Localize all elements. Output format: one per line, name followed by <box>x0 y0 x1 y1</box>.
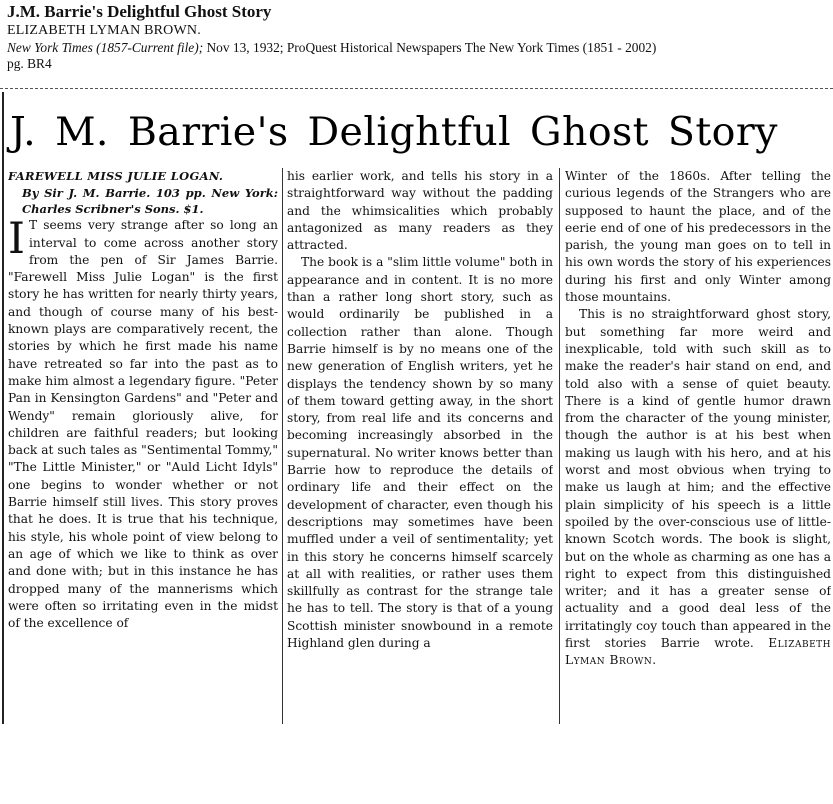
paragraph-text: T seems very strange after so long an interval to come across another story from the pen of Sir James Barrie. "Farewell Miss Julie Logan" is the first story he has written for nearly thirty years, and though of course many of his best-known plays are comparatively recent, the stories by which he first made his name have retreated so far into the past as to make him almost a legendary figure. "Peter Pan in Kensington Gardens" and "Peter and Wendy" remain gloriously alive, for children are faithful readers; but looking back at such tales as "Sentimental Tommy," "The Little Minister," or "Auld Licht Idyls" one begins to wonder whether or not Barrie himself still lives. This story proves that he does. It is true that his technique, his style, his whole point of view belong to an age of which we like to think as over and done with; but in this instance he has dropped many of the mannerisms which were often so irritating even in the midst of the excellence of <box>8 218 278 631</box>
source-line <box>7 39 831 56</box>
publication-name: New York Times (1857-Current file); <box>7 40 204 55</box>
column-rule <box>282 168 283 724</box>
paragraph-text: This is no straightforward ghost story, but something far more weird and inexplicable, told with such skill as to make the reader's hair stand on end, and told also with a sense of quiet beauty. There is a kind of gentle humor drawn from the character of the young minister, though the author is at his best when making us laugh with his hero, and at his worst and most obvious when trying to make us laugh at him; and the effective plain simplicity of his speech is a little spoiled by the over-conscious use of little-known Scotch words. The book is slight, but on the whole as charming as one has a right to expect from this distinguished writer; and it has a greater sense of actuality and a good deal less of the irritatingly coy touch than appeared in the first stories Barrie wrote. <box>565 307 831 651</box>
column-rule <box>559 168 560 724</box>
article-paragraph <box>565 306 831 669</box>
article-column-2 <box>287 168 553 724</box>
newspaper-clipping <box>2 92 833 724</box>
book-title: FAREWELL MISS JULIE LOGAN. <box>8 169 224 183</box>
page-reference: pg. BR4 <box>7 56 52 71</box>
article-headline: J. M. Barrie's Delightful Ghost Story <box>10 109 778 155</box>
article-paragraph: The book is a "slim little volume" both in appearance and in content. It is no more than a rather long short story, such as would ordinarily be published in a collection rather than alone. Though Barrie himself is by no means one of the new generation of English writers, yet he displays the tendency shown by so many of them toward getting away, in the short story, from real life and its concerns and becoming increasingly absorbed in the supernatural. No writer knows better than Barrie how to reproduce the details of ordinary life and their effect on the development of character, even though his descriptions may sometimes have been muffled under a veil of sentimentality; yet in this story he concerns himself scarcely at all with realities, or rather uses them skillfully as contrast for the strange tale he has to tell. The story is that of a young Scottish minister snowbound in a remote Highland glen during a <box>287 255 553 651</box>
article-paragraph: Winter of the 1860s. After telling the curious legends of the Strangers who are supposed to haunt the place, and of the eerie end of one of his predecessors in the parish, the young man goes on to tell in his own words the story of his experiences during his first and only Winter among those mountains. <box>565 169 831 305</box>
citation-header <box>7 2 831 72</box>
document-title: J.M. Barrie's Delightful Ghost Story <box>7 2 272 21</box>
article-byline: Elizabeth Lyman Brown. <box>565 636 831 668</box>
book-info: By Sir J. M. Barrie. 103 pp. New York: Charles Scribner's Sons. $1. <box>22 186 278 217</box>
header-divider <box>0 88 833 89</box>
article-column-3 <box>565 168 831 724</box>
article-column-1 <box>8 168 278 724</box>
article-paragraph <box>8 214 278 632</box>
citation-details: Nov 13, 1932; ProQuest Historical Newspapers The New York Times (1851 - 2002) <box>203 40 657 55</box>
drop-cap: I <box>8 214 25 265</box>
clipping-edge <box>2 92 4 724</box>
article-paragraph: his earlier work, and tells his story in a straightforward way without the padding and the whimsicalities which probably antagonized as many readers as they attracted. <box>287 169 553 253</box>
document-author: ELIZABETH LYMAN BROWN. <box>7 23 201 38</box>
